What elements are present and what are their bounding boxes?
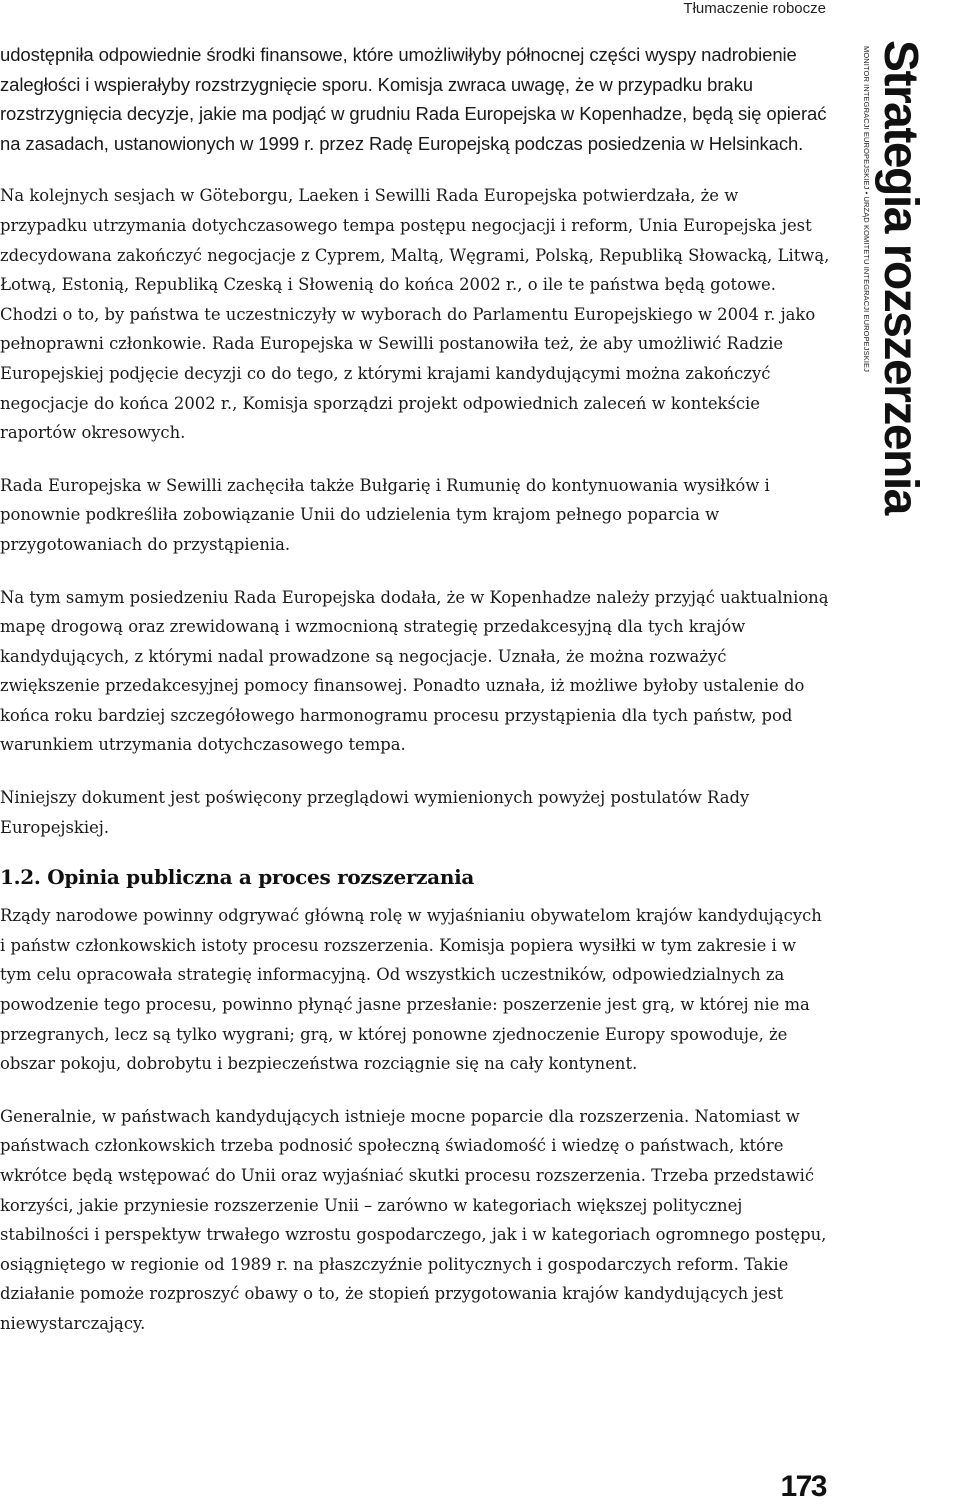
paragraph-4: Na tym samym posiedzeniu Rada Europejska dodała, że w Kopenhadze należy przyjąć uaktualnioną mapę drogową oraz zrewidowaną i wzmocnioną strategię przedakcesyjną dla tych krajów kandydujących, z którymi nadal prowadzone są negocjacje. Uznała, że można rozważyć zwiększenie przedakcesyjnej pomocy finansowej. Ponadto uznała, iż możliwe byłoby ustalenie do końca roku bardziej szczegółowego harmonogramu procesu przystąpienia dla tych państw, pod warunkiem utrzymania dotychczasowego tempa. <box>0 587 829 755</box>
paragraph-2: Na kolejnych sesjach w Göteborgu, Laeken i Sewilli Rada Europejska potwierdzała, że w przypadku utrzymania dotychczasowego tempa postępu negocjacji i reform, Unia Europejska jest zdecydowana zakończyć negocjacje z Cyprem, Maltą, Węgrami, Polską, Republiką Słowacką, Litwą, Łotwą, Estonią, Republiką Czeską i Słowenią do końca 2002 r., o ile te państwa będą gotowe. Chodzi o to, by państwa te uczestniczyły w wyborach do Parlamentu Europejskiego w 2004 r. jako pełnoprawni członkowie. Rada Europejska w Sewilli postanowiła też, że aby umożliwić Radzie Europejskiej podjęcie decyzji co do tego, z którymi krajami kandydującymi można zakończyć negocjacje do końca 2002 r., Komisja sporządzi projekt odpowiednich zaleceń w kontekście raportów okresowych. <box>0 186 830 443</box>
section-heading: 1.2. Opinia publiczna a proces rozszerzania <box>0 865 475 890</box>
publication-subtitle: MONITOR INTEGRACJI EUROPEJSKIEJ • URZĄD KOMITETU INTEGRACJI EUROPEJSKIEJ <box>862 46 871 372</box>
section-title: Strategia rozszerzenia <box>874 40 927 514</box>
paragraph-7: Generalnie, w państwach kandydujących istnieje mocne poparcie dla rozszerzenia. Natomiast w państwach członkowskich trzeba podnosić społeczną świadomość i wiedzę o państwach, które wkrótce będą wstępować do Unii oraz wyjaśniać skutki procesu rozszerzenia. Trzeba przedstawić korzyści, jakie przyniesie rozszerzenie Unii – zarówno w kategoriach większej politycznej stabilności i perspektyw trwałego wzrostu gospodarczego, jak i w kategoriach ogromnego postępu, osiągniętego w regionie od 1989 r. na płaszczyźnie politycznych i gospodarczych reform. Takie działanie pomoże rozproszyć obawy o to, że stopień przygotowania krajów kandydujących jest niewystarczający. <box>0 1106 827 1333</box>
document-body <box>0 40 830 1362</box>
paragraph-1: udostępniła odpowiednie środki finansowe, które umożliwiłyby północnej części wyspy nadrobienie zaległości i wspierałyby rozstrzygnięcie sporu. Komisja zwraca uwagę, że w przypadku braku rozstrzygnięcia decyzje, jakie ma podjąć w grudniu Rada Europejska w Kopenhadze, będą się opierać na zasadach, ustanowionych w 1999 r. przez Radę Europejską podczas posiedzenia w Helsinkach. <box>0 44 827 154</box>
page-number: 173 <box>780 1470 826 1503</box>
paragraph-5: Niniejszy dokument jest poświęcony przeglądowi wymienionych powyżej postulatów Rady Europejskiej. <box>0 788 750 837</box>
paragraph-3: Rada Europejska w Sewilli zachęciła także Bułgarię i Rumunię do kontynuowania wysiłków i ponownie podkreśliła zobowiązanie Unii do udzielenia tym krajom pełnego poparcia w przygotowaniach do przystąpienia. <box>0 475 770 554</box>
paragraph-6: Rządy narodowe powinny odgrywać główną rolę w wyjaśnianiu obywatelom krajów kandydujących i państw członkowskich istoty procesu rozszerzenia. Komisja popiera wysiłki w tym zakresie i w tym celu opracowała strategię informacyjną. Od wszystkich uczestników, odpowiedzialnych za powodzenie tego procesu, powinno płynąć jasne przesłanie: poszerzenie jest grą, w której nie ma przegranych, lecz są tylko wygrani; grą, w której ponowne zjednoczenie Europy spowoduje, że obszar pokoju, dobrobytu i bezpieczeństwa rozciągnie się na cały kontynent. <box>0 906 822 1074</box>
side-rail <box>862 40 954 514</box>
translation-note: Tłumaczenie robocze <box>683 0 826 17</box>
